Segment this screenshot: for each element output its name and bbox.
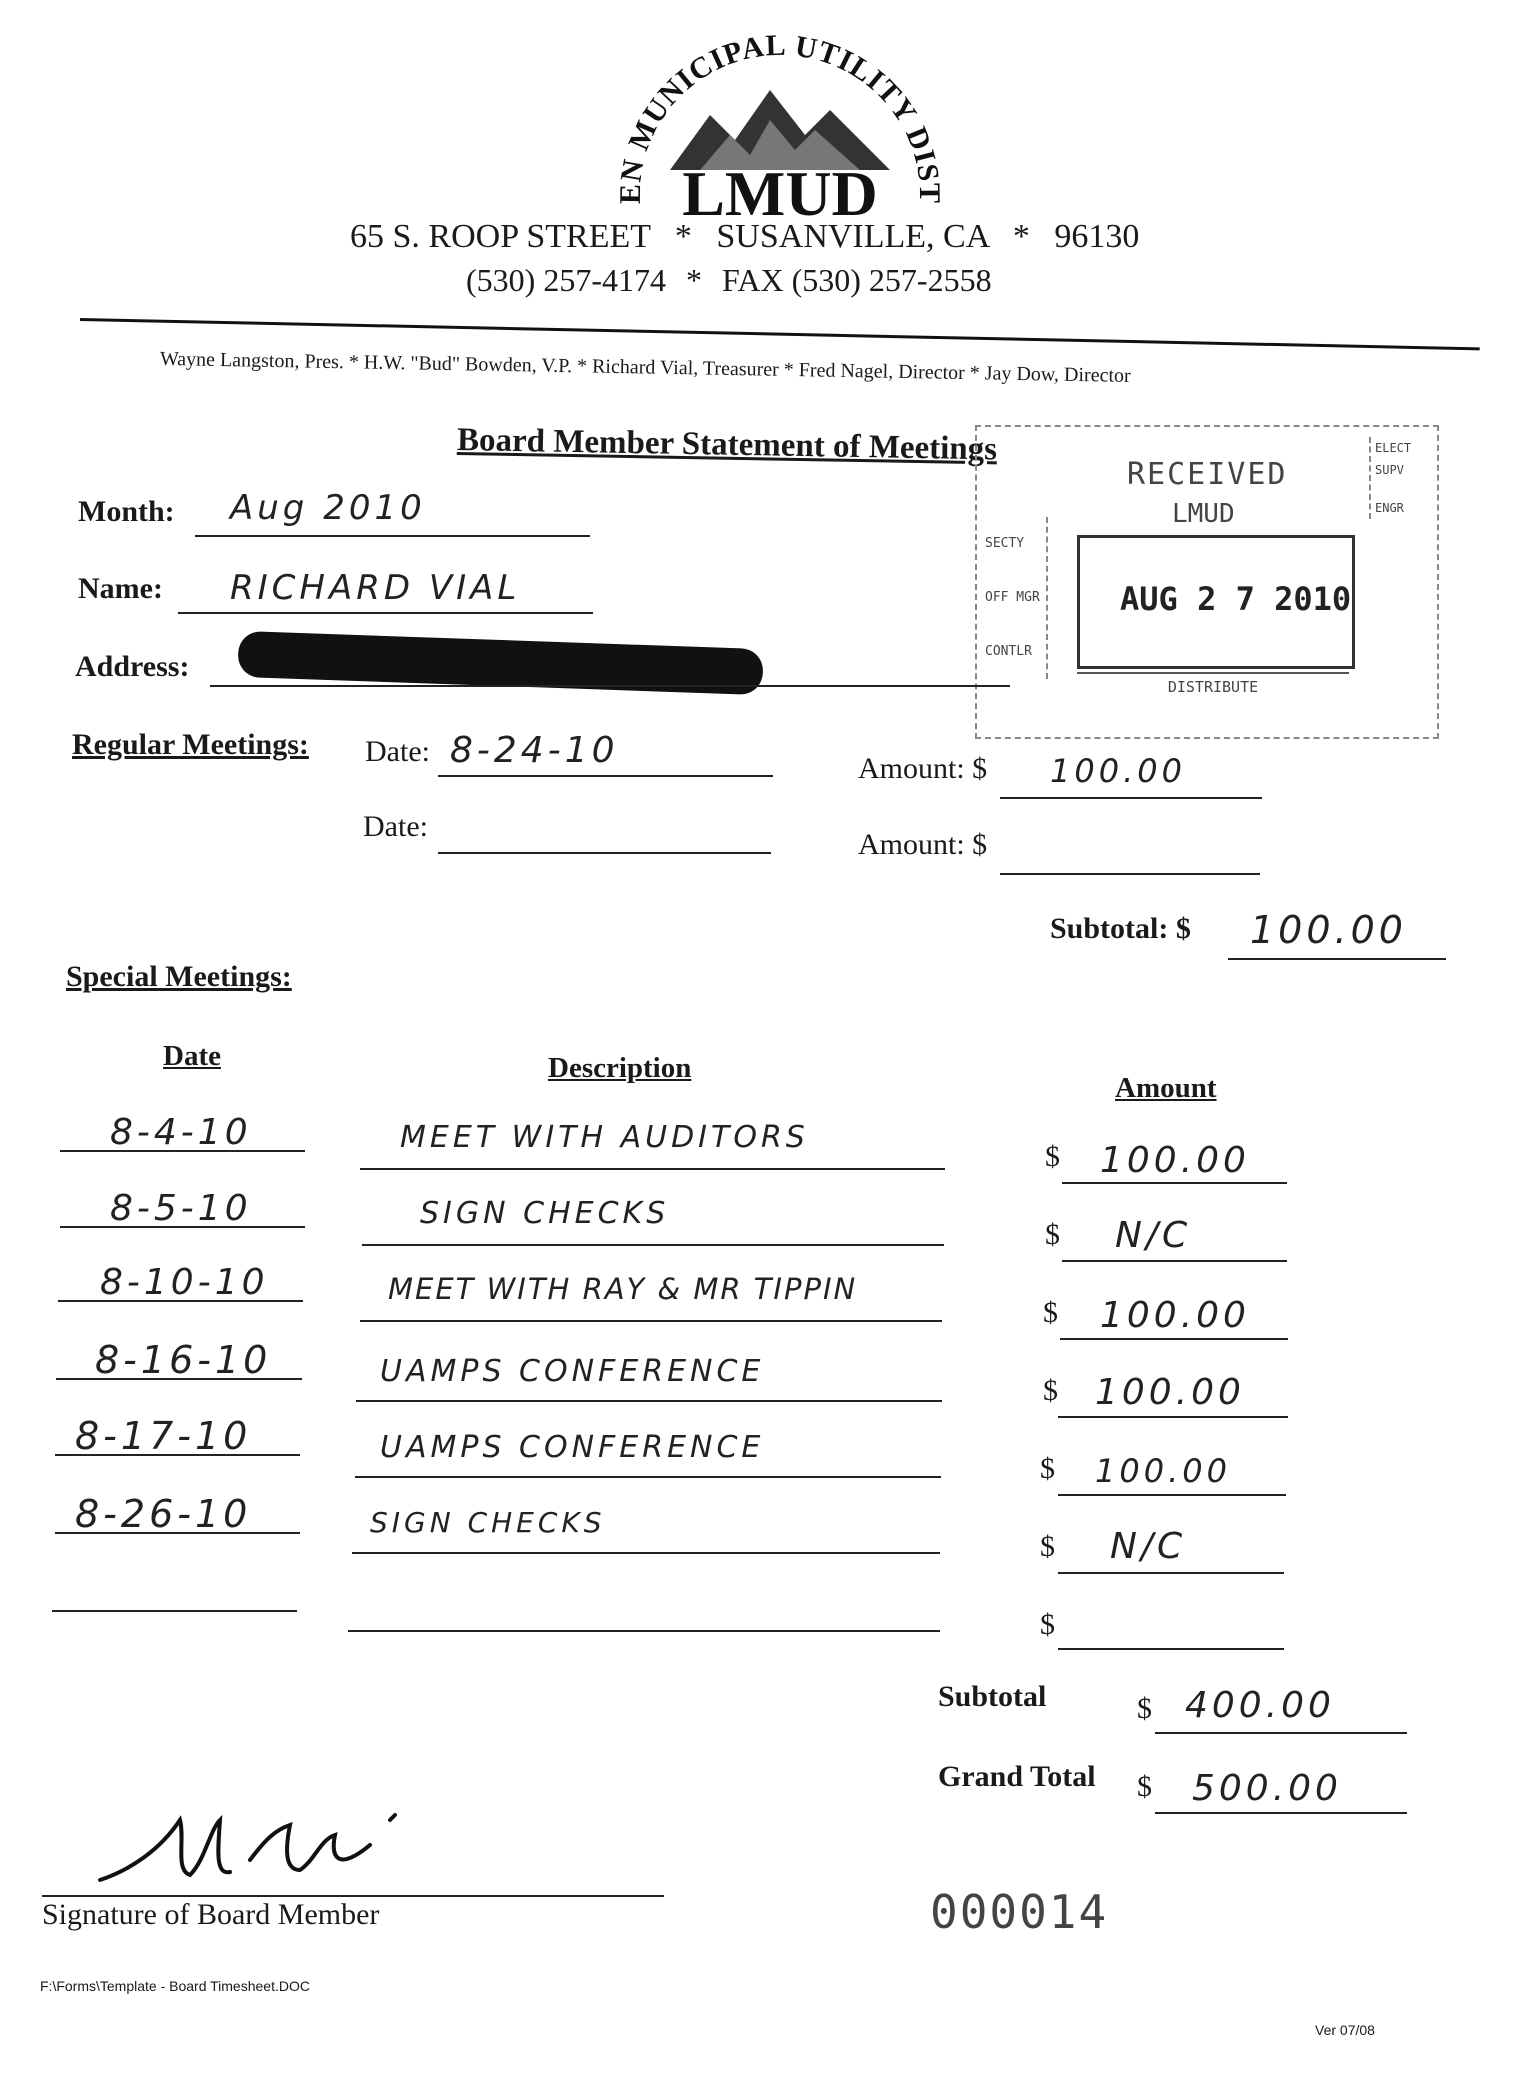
special-date-line [60, 1150, 305, 1152]
special-dollar: $ [1045, 1218, 1060, 1251]
special-desc: UAMPS CONFERENCE [380, 1354, 765, 1389]
file-path: F:\Forms\Template - Board Timesheet.DOC [40, 1978, 310, 1994]
col-amount-header: Amount [1115, 1072, 1217, 1104]
month-line [195, 535, 590, 537]
grand-total: 500.00 [1192, 1768, 1342, 1809]
special-desc-line [352, 1552, 940, 1554]
regular-date-line-2 [438, 852, 771, 854]
special-amount: 100.00 [1095, 1452, 1231, 1490]
special-desc: UAMPS CONFERENCE [380, 1430, 765, 1465]
regular-date-label-2: Date: [363, 810, 428, 843]
col-date-header: Date [163, 1040, 221, 1072]
separator: * [685, 262, 702, 298]
regular-subtotal: 100.00 [1250, 908, 1407, 952]
stamp-box-engr: ENGR [1375, 501, 1404, 515]
special-dollar: $ [1040, 1608, 1055, 1641]
board-member-signature [90, 1800, 420, 1900]
address-line-field [210, 685, 1010, 687]
special-subtotal-label: Subtotal [938, 1680, 1047, 1713]
special-subtotal-dollar: $ [1137, 1692, 1152, 1725]
special-date: 8-10-10 [100, 1262, 269, 1303]
received-stamp [975, 425, 1439, 739]
document-number: 000014 [930, 1885, 1109, 1939]
regular-amount-label-2: Amount: $ [858, 828, 988, 861]
regular-date-1: 8-24-10 [450, 730, 619, 771]
special-date: 8-4-10 [110, 1112, 252, 1153]
regular-date-label-1: Date: [365, 735, 430, 768]
special-amount: 100.00 [1100, 1295, 1250, 1336]
stamp-org: LMUD [1172, 499, 1235, 529]
stamp-box-contlr: CONTLR [985, 644, 1032, 659]
special-desc-line [355, 1476, 941, 1478]
special-meetings-label: Special Meetings: [66, 960, 292, 993]
stamp-distribute-bar [1077, 672, 1349, 696]
stamp-right-boxes [1369, 437, 1437, 519]
separator: * [674, 218, 692, 255]
special-dollar: $ [1040, 1530, 1055, 1563]
stamp-box-off-mgr: OFF MGR [985, 590, 1040, 605]
special-amount-line [1058, 1572, 1284, 1574]
special-date: 8-5-10 [110, 1188, 252, 1229]
special-desc: SIGN CHECKS [370, 1506, 606, 1539]
grand-total-line [1155, 1812, 1407, 1814]
district-logo [600, 20, 960, 230]
special-subtotal-line [1155, 1732, 1407, 1734]
zip: 96130 [1054, 218, 1140, 255]
special-dollar: $ [1043, 1374, 1058, 1407]
special-amount: 100.00 [1095, 1372, 1245, 1413]
special-amount: N/C [1110, 1526, 1187, 1567]
phone-line [466, 262, 992, 299]
svg-text:LASSEN MUNICIPAL UTILITY DISTR: EN MUNICIPAL UTILITY DIST [613, 28, 947, 205]
signature-line [42, 1895, 664, 1897]
regular-amount-1: 100.00 [1050, 752, 1186, 790]
special-amount: 100.00 [1100, 1140, 1250, 1181]
phone: (530) 257-4174 [466, 262, 666, 298]
version-label: Ver 07/08 [1315, 2022, 1375, 2038]
special-amount-line [1060, 1338, 1288, 1340]
special-amount-line [1058, 1416, 1288, 1418]
regular-amount-label-1: Amount: $ [858, 752, 988, 785]
grand-total-label: Grand Total [938, 1760, 1096, 1793]
street: 65 S. ROOP STREET [350, 218, 651, 255]
name-value: RICHARD VIAL [230, 568, 521, 608]
city: SUSANVILLE, CA [716, 218, 989, 255]
name-line [178, 612, 593, 614]
header-rule [80, 318, 1480, 350]
special-date-line [52, 1610, 297, 1612]
special-dollar: $ [1043, 1296, 1058, 1329]
special-date-line [58, 1300, 303, 1302]
special-date-line [60, 1226, 305, 1228]
stamp-date-box [1077, 535, 1355, 669]
stamp-left-boxes [985, 517, 1048, 679]
address-label: Address: [75, 650, 190, 683]
grand-total-dollar: $ [1137, 1770, 1152, 1803]
col-description-header: Description [548, 1052, 692, 1084]
special-desc: MEET WITH RAY & MR TIPPIN [388, 1272, 858, 1306]
special-desc-line [348, 1630, 940, 1632]
special-dollar: $ [1040, 1452, 1055, 1485]
regular-amount-line-2 [1000, 873, 1260, 875]
special-subtotal: 400.00 [1185, 1685, 1335, 1726]
special-date: 8-16-10 [95, 1338, 272, 1382]
special-dollar: $ [1045, 1140, 1060, 1173]
special-date: 8-26-10 [75, 1492, 252, 1536]
stamp-box-elect-supv: ELECT SUPV [1375, 441, 1412, 477]
special-date-line [55, 1454, 300, 1456]
special-date-line [56, 1378, 302, 1380]
stamp-distribute: DISTRIBUTE [1167, 678, 1259, 696]
special-date-line [55, 1532, 300, 1534]
address-line [350, 218, 1139, 256]
month-value: Aug 2010 [230, 488, 426, 528]
signature-label: Signature of Board Member [42, 1898, 380, 1931]
regular-meetings-label: Regular Meetings: [72, 728, 309, 761]
stamp-received: RECEIVED [1127, 457, 1288, 492]
special-amount-line [1062, 1260, 1287, 1262]
stamp-date: AUG 2 7 2010 [1120, 580, 1352, 618]
special-desc-line [360, 1320, 942, 1322]
separator: * [1012, 218, 1030, 255]
officers-list: Wayne Langston, Pres. * H.W. "Bud" Bowden, V.P. * Richard Vial, Treasurer * Fred Nagel, Director * Jay Dow, Director [159, 348, 1131, 387]
form-title: Board Member Statement of Meetings [456, 422, 998, 468]
month-label: Month: [78, 495, 175, 528]
special-desc-line [360, 1168, 945, 1170]
special-amount-line [1062, 1182, 1287, 1184]
regular-amount-line-1 [1000, 797, 1262, 799]
regular-subtotal-label: Subtotal: $ [1050, 912, 1191, 945]
special-amount-line [1058, 1494, 1286, 1496]
stamp-box-secty: SECTY [985, 536, 1025, 551]
regular-subtotal-line [1228, 958, 1446, 960]
fax: FAX (530) 257-2558 [721, 262, 992, 298]
special-amount: N/C [1115, 1215, 1192, 1256]
regular-date-line-1 [438, 775, 773, 777]
special-date: 8-17-10 [75, 1414, 252, 1458]
special-amount-line [1058, 1648, 1284, 1650]
special-desc: MEET WITH AUDITORS [400, 1120, 809, 1155]
svg-text:LMUD: LMUD [682, 158, 878, 229]
special-desc-line [356, 1400, 942, 1402]
special-desc: SIGN CHECKS [420, 1196, 670, 1231]
special-desc-line [362, 1244, 944, 1246]
name-label: Name: [78, 572, 163, 605]
